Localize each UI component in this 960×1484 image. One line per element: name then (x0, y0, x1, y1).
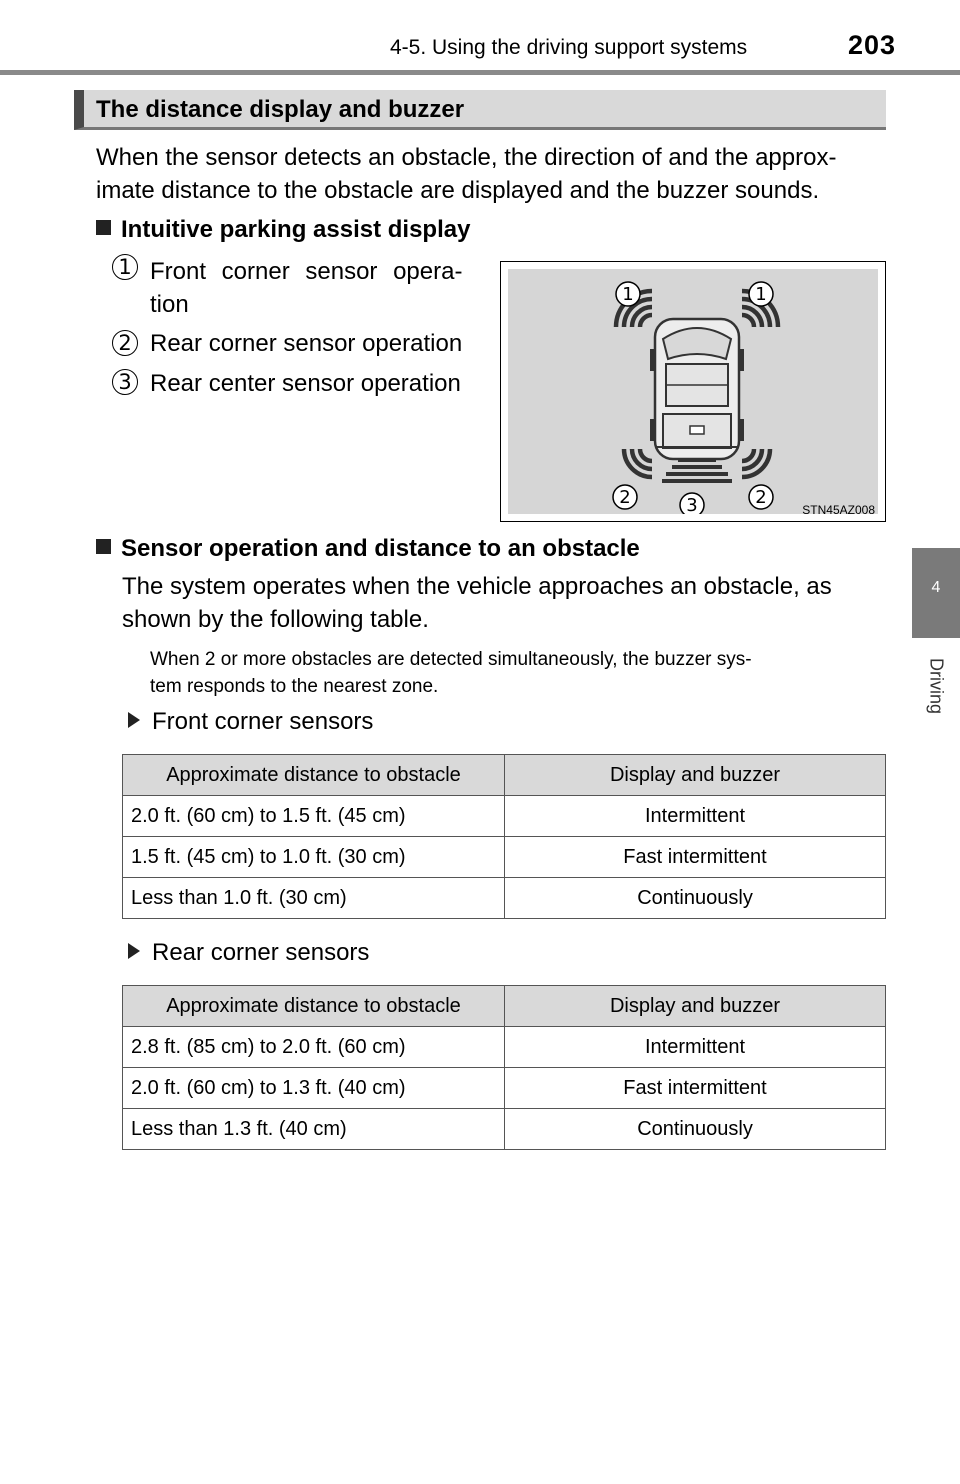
table-header-display: Display and buzzer (505, 755, 886, 796)
rear-corner-sensor-table (122, 985, 886, 1150)
table-row (123, 1027, 886, 1068)
front-table-title-text: Front corner sensors (152, 708, 374, 735)
table-row (123, 878, 886, 919)
sensor-para-line-1: The system operates when the vehicle approaches an obstacle, as (122, 573, 832, 600)
table-header-display: Display and buzzer (505, 986, 886, 1027)
callout-number-3: 3 (112, 369, 138, 395)
parking-assist-figure (500, 261, 886, 522)
header-section-title: 4-5. Using the driving support systems (390, 36, 748, 59)
table-cell-display: Fast intermittent (505, 837, 886, 878)
table-header-distance: Approximate distance to obstacle (123, 755, 505, 796)
callout-1-line-2: tion (150, 291, 189, 318)
header-rule (0, 70, 960, 75)
table-cell-distance: 2.0 ft. (60 cm) to 1.3 ft. (40 cm) (123, 1068, 505, 1109)
table-cell-distance: Less than 1.0 ft. (30 cm) (123, 878, 505, 919)
vehicle-top-view (650, 319, 744, 459)
note-line-2: tem responds to the nearest zone. (150, 676, 439, 697)
sensor-para-line-2: shown by the following table. (122, 606, 429, 633)
table-header-distance: Approximate distance to obstacle (123, 986, 505, 1027)
table-cell-display: Intermittent (505, 1027, 886, 1068)
display-heading-text: Intuitive parking assist display (121, 216, 471, 243)
sensor-paragraph (122, 570, 832, 636)
intro-paragraph (96, 141, 836, 207)
table-row (123, 1109, 886, 1150)
chapter-label (912, 646, 960, 736)
table-row (123, 1068, 886, 1109)
table-cell-distance: 2.8 ft. (85 cm) to 2.0 ft. (60 cm) (123, 1027, 505, 1068)
intro-line-1: When the sensor detects an obstacle, the direction of and the approx- (96, 144, 837, 171)
rear-table-title (128, 936, 369, 969)
figure-label-rear-center: 3 (686, 495, 698, 514)
sensor-heading (96, 532, 640, 565)
figure-label-rear-left: 2 (619, 487, 631, 508)
table-cell-distance: 1.5 ft. (45 cm) to 1.0 ft. (30 cm) (123, 837, 505, 878)
table-cell-distance: Less than 1.3 ft. (40 cm) (123, 1109, 505, 1150)
front-corner-sensor-table (122, 754, 886, 919)
table-cell-display: Fast intermittent (505, 1068, 886, 1109)
note-paragraph (150, 646, 752, 700)
parking-assist-illustration (508, 269, 878, 514)
front-table-title (128, 705, 373, 738)
figure-label-rear-right: 2 (755, 487, 767, 508)
chapter-label-text: Driving (926, 657, 947, 715)
chapter-tab[interactable]: 4 (912, 548, 960, 638)
callout-text-1 (150, 255, 462, 321)
callout-number-1: 1 (112, 254, 138, 280)
table-header-row (123, 755, 886, 796)
triangle-bullet-icon (128, 712, 140, 728)
sensor-heading-text: Sensor operation and distance to an obstacle (121, 535, 640, 562)
table-cell-distance: 2.0 ft. (60 cm) to 1.5 ft. (45 cm) (123, 796, 505, 837)
section-heading: The distance display and buzzer (96, 96, 465, 123)
callout-number-2: 2 (112, 330, 138, 356)
rear-table-title-text: Rear corner sensors (152, 939, 370, 966)
table-header-row (123, 986, 886, 1027)
table-row (123, 837, 886, 878)
section-heading-bar (74, 90, 886, 130)
figure-label-front-right: 1 (755, 284, 767, 305)
note-line-1: When 2 or more obstacles are detected simultaneously, the buzzer sys- (150, 649, 752, 670)
figure-label-front-left: 1 (622, 284, 634, 305)
table-cell-display: Continuously (505, 1109, 886, 1150)
callout-1-line-1: Front corner sensor opera- (150, 258, 463, 285)
table-cell-display: Continuously (505, 878, 886, 919)
table-cell-display: Intermittent (505, 796, 886, 837)
callout-text-2: Rear corner sensor operation (150, 330, 463, 357)
display-heading (96, 213, 470, 246)
square-bullet-icon (96, 220, 111, 235)
callout-text-3: Rear center sensor operation (150, 370, 461, 397)
triangle-bullet-icon (128, 943, 140, 959)
table-row (123, 796, 886, 837)
intro-line-2: imate distance to the obstacle are displayed and the buzzer sounds. (96, 177, 820, 204)
page-number: 203 (848, 30, 897, 60)
figure-code: STN45AZ008 (802, 503, 875, 517)
square-bullet-icon (96, 539, 111, 554)
